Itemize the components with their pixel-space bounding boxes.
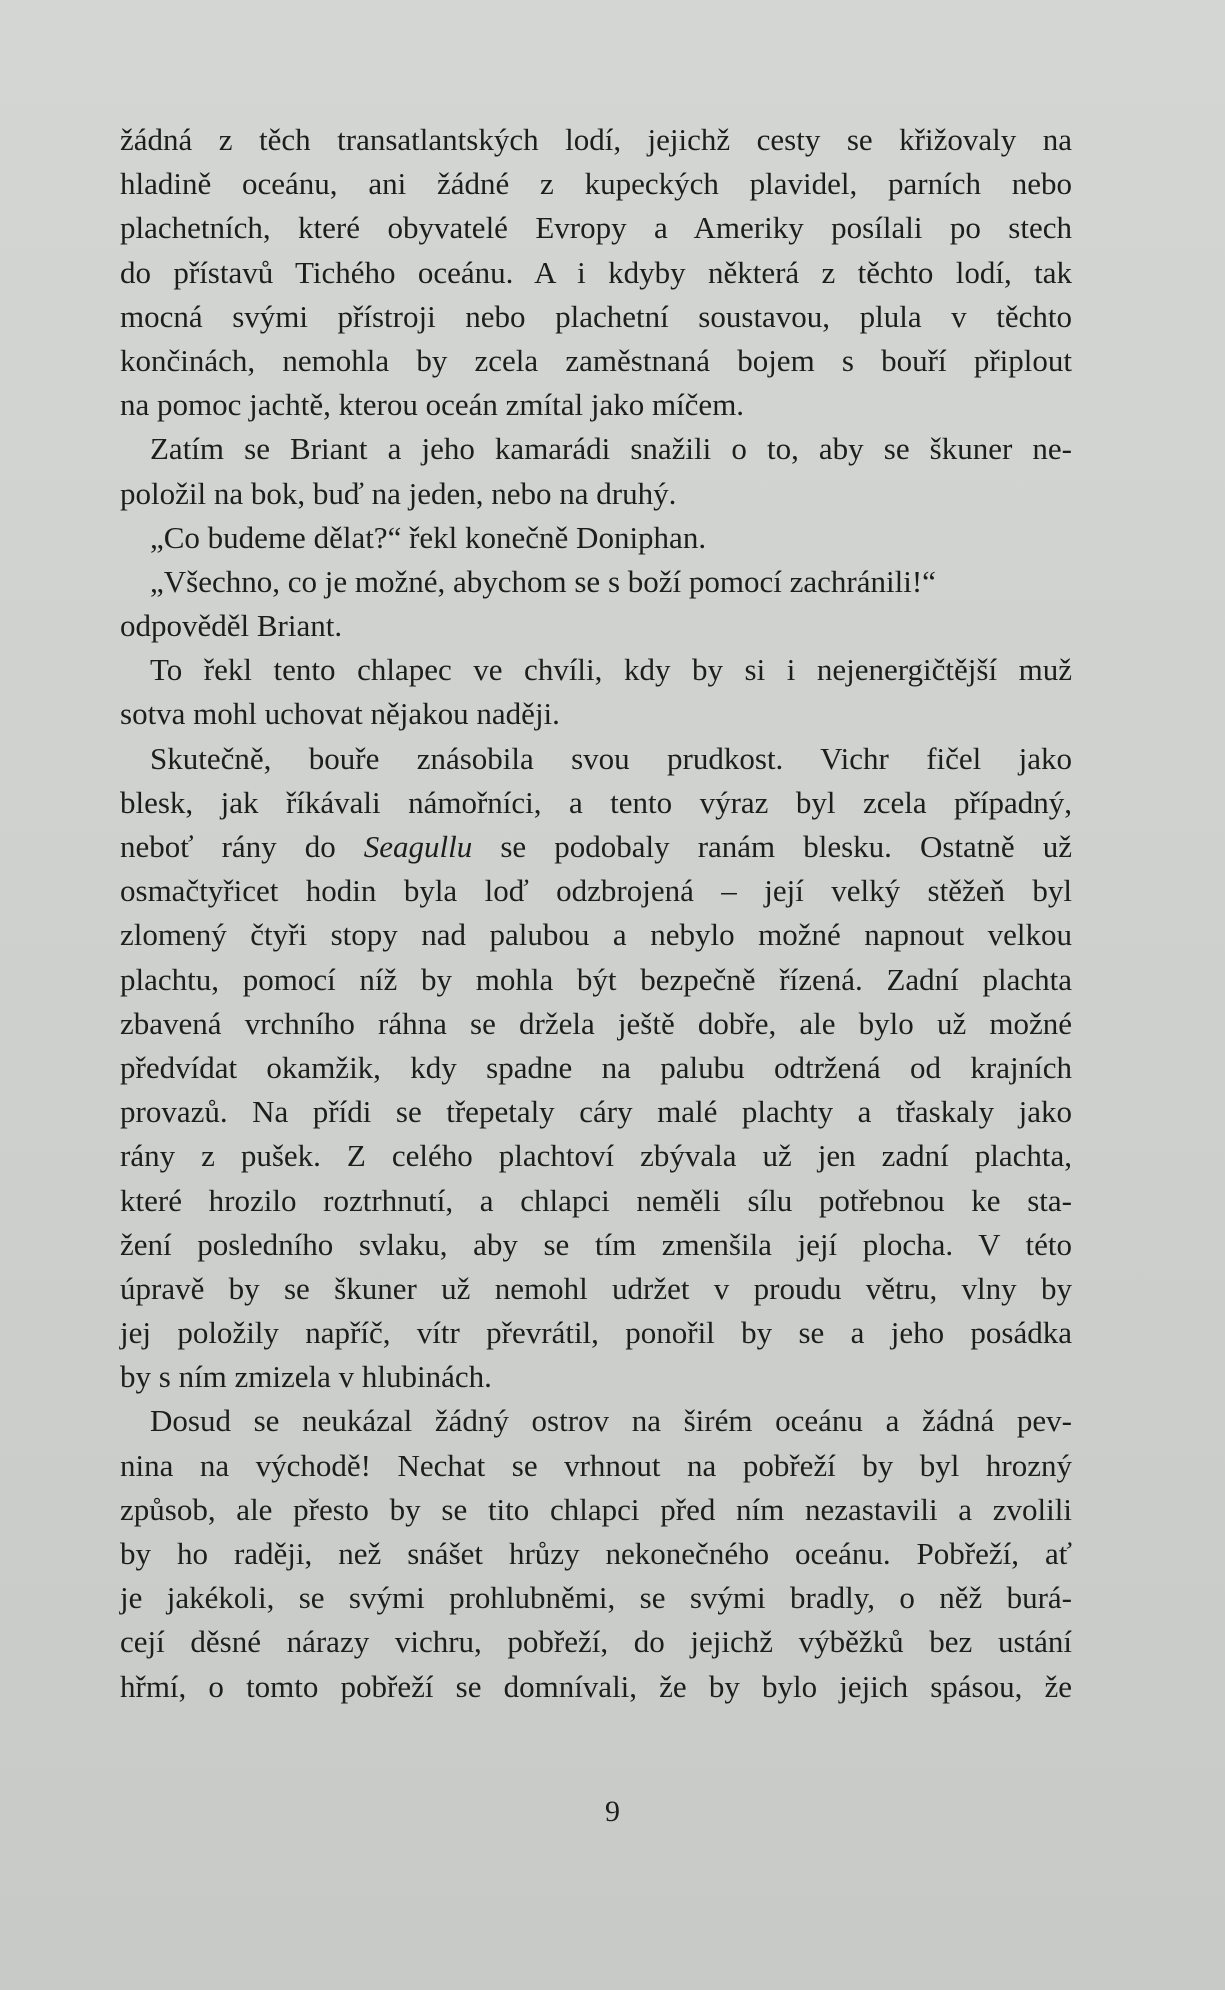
text-line: rány z pušek. Z celého plachtoví zbývala už jen zadní plachta,: [120, 1138, 1072, 1174]
text-line: položil na bok, buď na jeden, nebo na druhý.: [120, 475, 677, 511]
text-line: je jakékoli, se svými prohlubněmi, se svými bradly, o něž burá-: [120, 1580, 1072, 1616]
text-line: odpověděl Briant.: [120, 608, 343, 644]
text-line: nina na východě! Nechat se vrhnout na pobřeží by byl hrozný: [120, 1447, 1072, 1483]
text-line-with-italic: [120, 825, 1072, 869]
text-segment: se podobaly ranám blesku. Ostatně už: [472, 829, 1072, 864]
text-line: do přístavů Tichého oceánu. A i kdyby některá z těchto lodí, tak: [120, 254, 1072, 290]
body-text: [120, 118, 1072, 1709]
text-line: osmačtyřicet hodin byla loď odzbrojená – její velký stěžeň byl: [120, 873, 1072, 909]
text-line: by s ním zmizela v hlubinách.: [120, 1359, 492, 1395]
text-line: Zatím se Briant a jeho kamarádi snažili o to, aby se škuner ne-: [150, 431, 1072, 467]
text-line: by ho raději, než snášet hrůzy nekonečného oceánu. Pobřeží, ať: [120, 1536, 1072, 1571]
text-segment: neboť rány do: [120, 829, 364, 864]
text-line: plachtu, pomocí níž by mohla být bezpečně řízená. Zadní plachta: [120, 961, 1072, 997]
text-line: zlomený čtyři stopy nad palubou a nebylo možné napnout velkou: [120, 917, 1072, 953]
text-line: cejí děsné nárazy vichru, pobřeží, do jejichž výběžků bez ustání: [120, 1624, 1072, 1660]
text-line: zbavená vrchního ráhna se držela ještě dobře, ale bylo už možné: [120, 1005, 1072, 1041]
page-number: 9: [605, 1795, 620, 1828]
text-line: končinách, nemohla by zcela zaměstnaná bojem s bouří připlout: [120, 342, 1072, 378]
text-line: které hrozilo roztrhnutí, a chlapci neměli sílu potřebnou ke sta-: [120, 1182, 1072, 1218]
text-line: Dosud se neukázal žádný ostrov na širém oceánu a žádná pev-: [150, 1403, 1072, 1439]
text-line: žení posledního svlaku, aby se tím zmenšila její plocha. V této: [120, 1226, 1072, 1262]
text-line: na pomoc jachtě, kterou oceán zmítal jako míčem.: [120, 387, 745, 423]
text-line: To řekl tento chlapec ve chvíli, kdy by si i nejenergičtější muž: [150, 652, 1072, 688]
text-line: Skutečně, bouře znásobila svou prudkost. Vichr fičel jako: [150, 740, 1072, 776]
ship-name: Seagullu: [363, 829, 473, 864]
text-line: provazů. Na přídi se třepetaly cáry malé plachty a třaskaly jako: [120, 1094, 1072, 1130]
text-line: mocná svými přístroji nebo plachetní soustavou, plula v těchto: [120, 298, 1072, 334]
text-line: předvídat okamžik, kdy spadne na palubu odtržená od krajních: [120, 1049, 1072, 1085]
text-line: blesk, jak říkávali námořníci, a tento výraz byl zcela případný,: [120, 784, 1072, 820]
text-line: „Všechno, co je možné, abychom se s boží pomocí zachránili!“: [150, 563, 936, 599]
text-line: plachetních, které obyvatelé Evropy a Ameriky posílali po stech: [120, 210, 1072, 246]
text-line: „Co budeme dělat?“ řekl konečně Doniphan.: [150, 519, 707, 555]
text-line: jej položily napříč, vítr převrátil, ponořil by se a jeho posádka: [120, 1315, 1072, 1351]
text-line: sotva mohl uchovat nějakou naději.: [120, 696, 560, 732]
text-line: způsob, ale přesto by se tito chlapci před ním nezastavili a zvolili: [120, 1491, 1072, 1527]
text-line: úpravě by se škuner už nemohl udržet v proudu větru, vlny by: [120, 1270, 1072, 1306]
text-line: žádná z těch transatlantských lodí, jejichž cesty se křižovaly na: [120, 122, 1072, 157]
text-line: hladině oceánu, ani žádné z kupeckých plavidel, parních nebo: [120, 166, 1072, 202]
text-line: hřmí, o tomto pobřeží se domnívali, že by bylo jejich spásou, že: [120, 1668, 1072, 1704]
